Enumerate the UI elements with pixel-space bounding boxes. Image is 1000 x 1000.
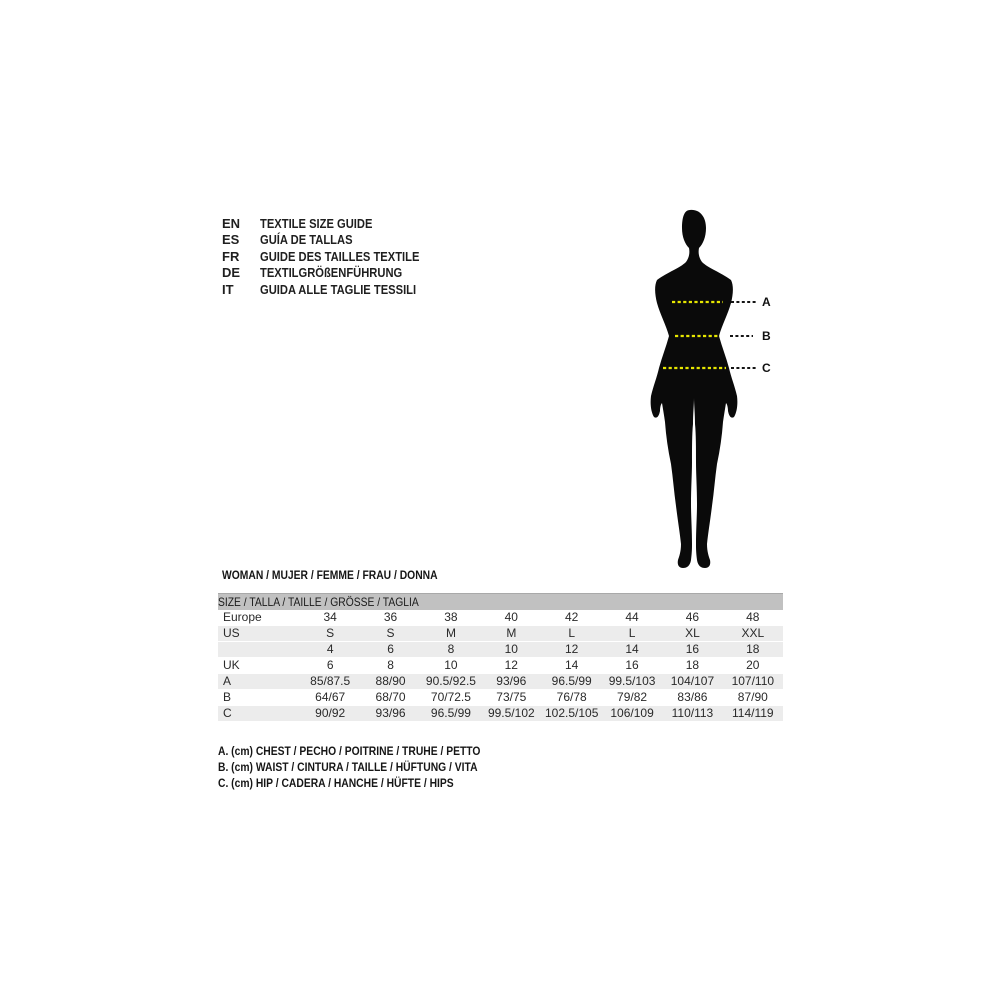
size-cell: 14 <box>542 658 602 674</box>
table-row-us <box>218 626 783 642</box>
size-cell: 4 <box>300 642 360 658</box>
legend-code: DE <box>222 265 241 281</box>
table-header-text: SIZE / TALLA / TAILLE / GRÖSSE / TAGLIA <box>218 595 419 609</box>
size-cell: 6 <box>300 658 360 674</box>
table-row-chest <box>218 674 783 690</box>
size-cell: 90.5/92.5 <box>421 674 481 690</box>
size-cell: 46 <box>662 610 722 626</box>
size-cell: M <box>421 626 481 642</box>
row-label: UK <box>218 658 300 674</box>
measure-label-c: C <box>762 361 771 375</box>
size-table <box>218 593 783 722</box>
size-cell: M <box>481 626 541 642</box>
table-row-europe <box>218 610 783 626</box>
measurement-lines <box>648 195 773 385</box>
size-cell: 18 <box>662 658 722 674</box>
size-cell: 93/96 <box>481 674 541 690</box>
size-cell: 68/70 <box>360 690 420 706</box>
legend-row-it <box>222 282 445 298</box>
size-cell: 42 <box>542 610 602 626</box>
measurement-notes <box>218 744 523 791</box>
note-hip-text: C. (cm) HIP / CADERA / HANCHE / HÜFTE / HIPS <box>218 775 454 790</box>
legend-code: FR <box>222 248 240 264</box>
size-cell: 99.5/103 <box>602 674 662 690</box>
size-cell: 10 <box>481 642 541 658</box>
size-cell: 107/110 <box>723 674 783 690</box>
size-cell: 104/107 <box>662 674 722 690</box>
note-chest-text: A. (cm) CHEST / PECHO / POITRINE / TRUHE / PETTO <box>218 744 481 758</box>
row-label: Europe <box>218 610 300 626</box>
size-cell: 10 <box>421 658 481 674</box>
size-cell: XXL <box>723 626 783 642</box>
legend-label: GUÍA DE TALLAS <box>260 232 353 248</box>
size-cell: 20 <box>723 658 783 674</box>
size-cell: S <box>360 626 420 642</box>
section-title-text: WOMAN / MUJER / FEMME / FRAU / DONNA <box>222 568 438 582</box>
size-cell: 93/96 <box>360 706 420 722</box>
size-cell: 73/75 <box>481 690 541 706</box>
size-cell: 14 <box>602 642 662 658</box>
size-cell: 8 <box>360 658 420 674</box>
size-cell: 96.5/99 <box>421 706 481 722</box>
legend-code: IT <box>222 281 234 297</box>
size-cell: 114/119 <box>723 706 783 722</box>
row-label <box>218 642 300 658</box>
legend-label: GUIDA ALLE TAGLIE TESSILI <box>260 281 417 297</box>
note-waist-text: B. (cm) WAIST / CINTURA / TAILLE / HÜFTUNG / VITA <box>218 759 478 774</box>
size-cell: 48 <box>723 610 783 626</box>
size-cell: L <box>542 626 602 642</box>
size-cell: 90/92 <box>300 706 360 722</box>
size-cell: 38 <box>421 610 481 626</box>
legend-row-fr <box>222 249 445 265</box>
size-cell: 6 <box>360 642 420 658</box>
size-cell: 96.5/99 <box>542 674 602 690</box>
legend-row-de <box>222 265 445 281</box>
size-cell: 8 <box>421 642 481 658</box>
legend-code: EN <box>222 216 241 231</box>
size-cell: 12 <box>481 658 541 674</box>
size-cell: 83/86 <box>662 690 722 706</box>
legend-row-en <box>222 216 445 232</box>
legend-label: TEXTILGRÖßENFÜHRUNG <box>260 265 403 281</box>
legend-row-es <box>222 232 445 248</box>
size-cell: 64/67 <box>300 690 360 706</box>
size-cell: 40 <box>481 610 541 626</box>
size-cell: 12 <box>542 642 602 658</box>
size-cell: 106/109 <box>602 706 662 722</box>
row-label: B <box>218 690 300 706</box>
table-row-uk <box>218 658 783 674</box>
measure-label-b: B <box>762 329 771 343</box>
row-label: A <box>218 674 300 690</box>
note-chest <box>218 744 523 760</box>
size-cell: L <box>602 626 662 642</box>
table-row-waist <box>218 690 783 706</box>
table-header-row <box>218 594 783 611</box>
size-cell: 87/90 <box>723 690 783 706</box>
size-cell: 76/78 <box>542 690 602 706</box>
size-cell: 85/87.5 <box>300 674 360 690</box>
size-cell: XL <box>662 626 722 642</box>
legend-label: TEXTILE SIZE GUIDE <box>260 216 373 231</box>
size-cell: 70/72.5 <box>421 690 481 706</box>
row-label: US <box>218 626 300 642</box>
size-cell: 44 <box>602 610 662 626</box>
size-cell: 36 <box>360 610 420 626</box>
size-cell: 34 <box>300 610 360 626</box>
row-label: C <box>218 706 300 722</box>
size-cell: 88/90 <box>360 674 420 690</box>
size-cell: 102.5/105 <box>542 706 602 722</box>
size-cell: 110/113 <box>662 706 722 722</box>
size-cell: 18 <box>723 642 783 658</box>
table-header <box>218 594 783 611</box>
section-title-woman <box>222 568 473 582</box>
table-row-hip <box>218 706 783 722</box>
size-cell: 79/82 <box>602 690 662 706</box>
legend-label: GUIDE DES TAILLES TEXTILE <box>260 248 420 264</box>
size-cell: S <box>300 626 360 642</box>
table-row-us-numeric <box>218 642 783 658</box>
note-hip <box>218 776 523 792</box>
size-cell: 16 <box>602 658 662 674</box>
language-legend <box>222 216 445 298</box>
legend-code: ES <box>222 232 240 248</box>
note-waist <box>218 760 523 776</box>
size-cell: 16 <box>662 642 722 658</box>
size-cell: 99.5/102 <box>481 706 541 722</box>
measure-label-a: A <box>762 295 771 309</box>
